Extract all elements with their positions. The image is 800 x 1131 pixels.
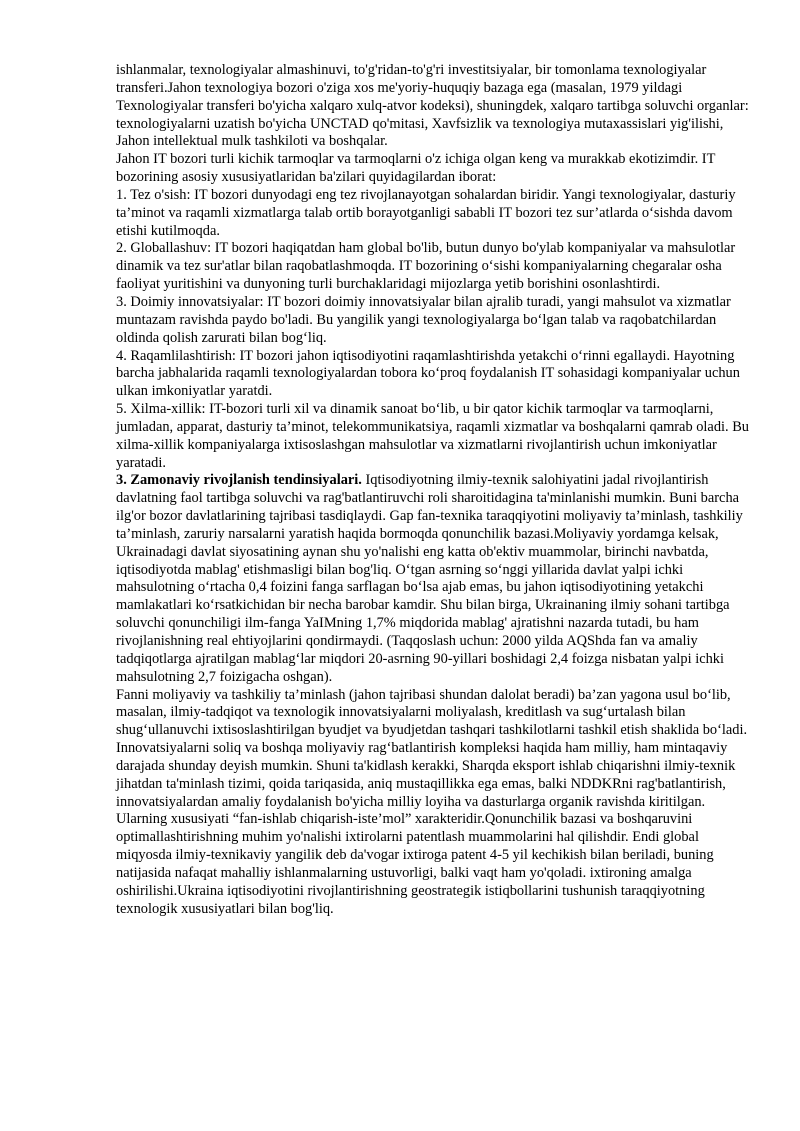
section-heading: 3. Zamonaviy rivojlanish tendinsiyalari. xyxy=(116,472,362,489)
list-item-digitalization: 4. Raqamlilashtirish: IT bozori jahon iqtisodiyotini raqamlashtirishda yetakchi o‘rinni egallaydi. Hayotning barcha jabhalarida raqamli texnologiyalardan tobora ko‘proq foydalanish IT sohasidagi kompaniyalar uchun ulkan imkoniyatlar yaratdi. xyxy=(116,347,740,400)
paragraph-modern-trends xyxy=(116,472,750,686)
section-heading-body: Iqtisodiyotning ilmiy-texnik salohiyatini jadal rivojlantirish davlatning faol tartibga soluvchi va rag'batlantiruvchi roli sharoitidagina ta'minlanishi mumkin. Buni barcha ilg'or bozor davlatlarining tajribasi tasdiqlaydi. Gap fan-texnika taraqqiyotini moliyaviy ta’minlash, tashkiliy ta’minlash, zaruriy narsalarni yaratish haqida bormoqda qonunchilik bazasi.Moliyaviy yordamga kelsak, Ukrainadagi davlat siyosatining aynan shu yo'nalishi eng katta ob'ektiv muammolar, birinchi navbatda, iqtisodiyotda mablag' etishmasligi bilan bog'liq. O‘tgan asrning so‘nggi yillarida davlat yalpi ichki mahsulotning o‘rtacha 0,4 foizini fanga sarflagan bo‘lsa ajab emas, bu jahon iqtisodiyotining yetakchi mamlakatlari ko‘rsatkichidan bir necha barobar kamdir. Shu bilan birga, Ukrainaning ilmiy sohani tartibga soluvchi qonunchiligi ilm-fanga YaIMning 1,7% miqdorida mablag' ajratishni nazarda tutadi, bu ham rivojlanishning real ehtiyojlarini qondirmaydi. (Taqqoslash uchun: 2000 yilda AQShda fan va amaliy tadqiqotlarga ajratilgan mablag‘lar miqdori 20-asrning 90-yillari boshidagi 2,4 foizga nisbatan yalpi ichki mahsulotning 2,7 foizigacha oshgan). xyxy=(116,472,743,685)
list-item-innovation: 3. Doimiy innovatsiyalar: IT bozori doimiy innovatsiyalar bilan ajralib turadi, yangi mahsulot va xizmatlar muntazam ravishda paydo bo'ladi. Bu yangilik yangi texnologiyalarga bo‘lgan talab va raqobatchilardan oldinda qolish zarurati bilan bog‘liq. xyxy=(116,293,731,346)
paragraph-science-financing: Fanni moliyaviy va tashkiliy ta’minlash (jahon tajribasi shundan dalolat beradi) ba’zan yagona usul bo‘lib, masalan, ilmiy-tadqiqot va texnologik innovatsiyalarni moliyalash, kreditlash va sug‘urtalash bilan shug‘ullanuvchi ixtisoslashtirilgan byudjet va byudjetdan tashqari tashkilotlarni tashkil etish shaklida bo‘ladi. Innovatsiyalarni soliq va boshqa moliyaviy rag‘batlantirish kompleksi haqida ham milliy, ham mintaqaviy darajada shunday deyish mumkin. Shuni ta'kidlash kerakki, Sharqda eksport ishlab chiqarishni ilmiy-texnik jihatdan ta'minlash tizimi, qoida tariqasida, aniq mustaqillikka ega emas, balki NDDKRni rag'batlantirish, innovatsiyalardan amaliy foydalanish bo'yicha milliy loyiha va dasturlarga organik ravishda kiritilgan. Ularning xususiyati “fan-ishlab chiqarish-iste’mol” xarakteridir.Qonunchilik bazasi va boshqaruvini optimallashtirishning muhim yo'nalishi ixtirolarni patentlash muammolarini hal qilishdir. Endi global miqyosda ilmiy-texnikaviy yangilik deb da'vogar ixtiroga patent 4-5 yil kechikish bilan beriladi, buning natijasida nafaqat mahalliy ishlanmalarning ustuvorligi, balki vaqt ham yo'qoladi. ixtironing amalga oshirilishi.Ukraina iqtisodiyotini rivojlantirishning geostrategik istiqbollarini tushunish taraqqiyotning texnologik xususiyatlari bilan bog'liq. xyxy=(116,686,748,917)
list-item-rapid-growth: 1. Tez o'sish: IT bozori dunyodagi eng tez rivojlanayotgan sohalardan biridir. Yangi texnologiyalar, dasturiy ta’minot va raqamli xizmatlarga talab ortib borayotganligi sababli IT bozori tez sur’atlarda o‘sishda davom etishi kutilmoqda. xyxy=(116,186,736,239)
list-item-globalization: 2. Globallashuv: IT bozori haqiqatdan ham global bo'lib, butun dunyo bo'ylab kompaniyalar va mahsulotlar dinamik va tez sur'atlar bilan raqobatlashmoqda. IT bozorining o‘sishi kompaniyalarning chegaralar osha faoliyat yuritishini va dunyoning turli burchaklaridagi mijozlarga yetib borishini osonlashtirdi. xyxy=(116,240,736,293)
list-item-diversity: 5. Xilma-xillik: IT-bozori turli xil va dinamik sanoat bo‘lib, u bir qator kichik tarmoqlar va tarmoqlarni, jumladan, apparat, dasturiy ta’minot, telekommunikatsiya, raqamli xizmatlar va boshqalarni qamrab oladi. Bu xilma-xillik kompaniyalarga ixtisoslashgan mahsulotlar va xizmatlarni rivojlantirish uchun imkoniyatlar yaratadi. xyxy=(116,401,750,471)
paragraph-it-market-overview: Jahon IT bozori turli kichik tarmoqlar va tarmoqlarni o'z ichiga olgan keng va murakkab ekotizimdir. IT bozorining asosiy xususiyatlaridan ba'zilari quyidagilardan iborat: xyxy=(116,151,716,186)
document-page xyxy=(116,62,750,919)
paragraph-intro-continuation: ishlanmalar, texnologiyalar almashinuvi, to'g'ridan-to'g'ri investitsiyalar, bir tomonlama texnologiyalar transferi.Jahon texnologiya bozori o'ziga xos me'yoriy-huquqiy bazaga ega (masalan, 1979 yildagi Texnologiyalar transferi bo'yicha xalqaro xulq-atvor kodeksi), shuningdek, xalqaro tartibga soluvchi organlar: texnologiyalarni uzatish bo'yicha UNCTAD qo'mitasi, Xavfsizlik va texnologiya mutaxassislari yig'ilishi, Jahon intellektual mulk tashkiloti va boshqalar. xyxy=(116,62,749,150)
